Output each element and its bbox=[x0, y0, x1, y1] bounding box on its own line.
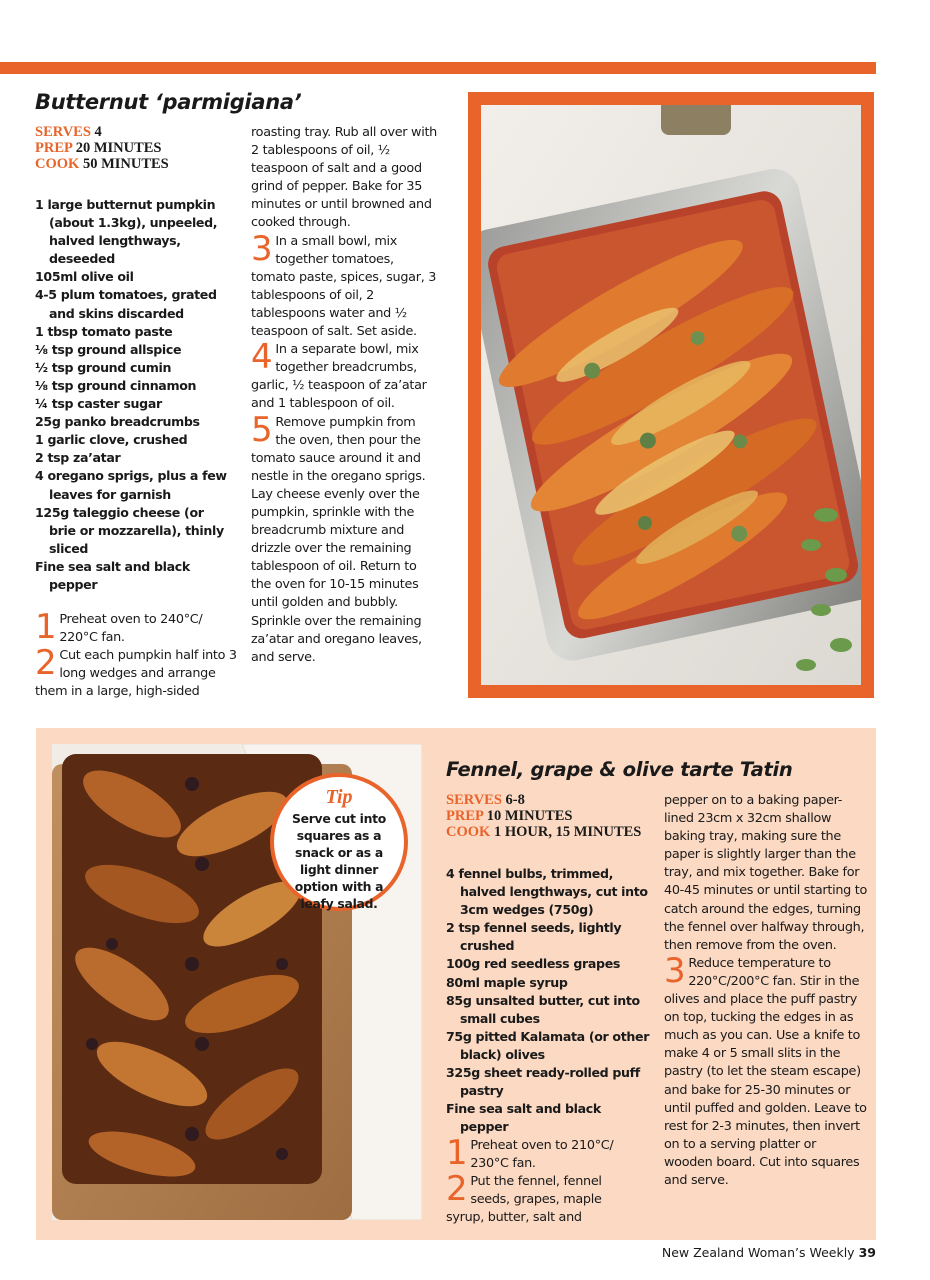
cook-value: 50 MINUTES bbox=[82, 156, 169, 172]
butternut-photo-frame bbox=[468, 92, 874, 698]
step-text: Reduce temperature to 220°C/200°C fan. Stir in the olives and place the puff pastry on top, tucking the edges in as much as you can. Use a knife to make 4 or 5 small slits in the pastry (to let the steam escape) and bake for 25-30 minutes or until puffed and golden. Leave to rest for 2-3 minutes, then invert on to a serving platter or wooden board. Cut into squares and serve. bbox=[664, 955, 867, 1188]
tip-title: Tip bbox=[325, 786, 353, 808]
ingredient-item: 125g taleggio cheese (or brie or mozzarella), thinly sliced bbox=[35, 504, 224, 556]
ingredient-item: 100g red seedless grapes bbox=[446, 956, 621, 972]
method-step bbox=[664, 950, 868, 1190]
ingredient-item: 25g panko breadcrumbs bbox=[35, 414, 200, 430]
ingredient-item: 1 tbsp tomato paste bbox=[35, 323, 173, 339]
serves-value: 4 bbox=[94, 124, 102, 140]
butternut-photo-illustration bbox=[481, 105, 861, 685]
step-number: 2 bbox=[446, 1169, 468, 1210]
ingredient-item: 75g pitted Kalamata (or other black) olives bbox=[446, 1028, 650, 1062]
step-text: Preheat oven to 210°C/ 230°C fan. bbox=[470, 1138, 614, 1172]
step-text: In a small bowl, mix together tomatoes, tomato paste, spices, sugar, 3 tablespoons of oil, 2 tablespoons water and ½ teaspoon of salt. Set aside. bbox=[251, 233, 437, 340]
top-accent-bar bbox=[0, 62, 876, 74]
serves-label: SERVES bbox=[35, 124, 91, 140]
step-text: In a separate bowl, mix together breadcrumbs, garlic, ½ teaspoon of za’atar and 1 tablespoon of oil. bbox=[251, 342, 427, 412]
cook-label: COOK bbox=[35, 156, 80, 172]
prep-value: 20 MINUTES bbox=[75, 140, 162, 156]
prep-label: PREP bbox=[446, 808, 484, 824]
serves-label: SERVES bbox=[446, 792, 502, 808]
recipe1-method-col1 bbox=[35, 607, 238, 701]
recipe2-method-col1 bbox=[446, 1133, 636, 1227]
step-number: 3 bbox=[664, 950, 686, 991]
ingredient-item: 2 tsp fennel seeds, lightly crushed bbox=[446, 920, 622, 954]
butternut-photo bbox=[481, 105, 861, 685]
step-number: 5 bbox=[251, 409, 273, 450]
recipe2-meta bbox=[446, 792, 641, 840]
method-step-continued bbox=[664, 792, 868, 955]
cook-value: 1 HOUR, 15 MINUTES bbox=[493, 824, 642, 840]
ingredient-item: 80ml maple syrup bbox=[446, 974, 568, 990]
ingredient-item: ⅛ tsp ground cinnamon bbox=[35, 377, 197, 393]
step-number: 1 bbox=[446, 1133, 468, 1173]
recipe1-meta bbox=[35, 124, 169, 172]
step-number: 2 bbox=[35, 643, 57, 684]
step-number: 4 bbox=[251, 337, 273, 378]
ingredient-item: 4 fennel bulbs, trimmed, halved lengthways, cut into 3cm wedges (750g) bbox=[446, 866, 648, 918]
recipe2-ingredients bbox=[446, 865, 651, 1136]
method-step bbox=[446, 1169, 636, 1227]
page-footer bbox=[662, 1245, 876, 1260]
recipe2-title: Fennel, grape & olive tarte Tatin bbox=[446, 758, 793, 781]
recipe2-method-col2 bbox=[664, 792, 868, 1190]
ingredient-item: 105ml olive oil bbox=[35, 269, 134, 285]
ingredient-item: 4-5 plum tomatoes, grated and skins discarded bbox=[35, 287, 217, 321]
ingredient-item: Fine sea salt and black pepper bbox=[446, 1101, 601, 1135]
prep-label: PREP bbox=[35, 140, 73, 156]
method-step bbox=[446, 1133, 636, 1173]
recipe1-title: Butternut ‘parmigiana’ bbox=[35, 90, 302, 114]
ingredient-item: ¼ tsp caster sugar bbox=[35, 396, 162, 412]
page-number: 39 bbox=[858, 1245, 876, 1260]
recipe1-method-col2 bbox=[251, 124, 439, 667]
step-text: Remove pumpkin from the oven, then pour the tomato sauce around it and nestle in the oregano sprigs. Lay cheese evenly over the pumpkin, sprinkle with the breadcrumb mixture and drizzle over the remaining tablespoon of oil. Return to the oven for 10-15 minutes until golden and bubbly. Sprinkle over the remaining za’atar and oregano leaves, and serve. bbox=[251, 414, 426, 665]
recipe1-ingredients bbox=[35, 196, 231, 594]
method-step bbox=[35, 643, 238, 701]
ingredient-item: 2 tsp za’atar bbox=[35, 450, 121, 466]
step-text: Put the fennel, fennel seeds, grapes, maple syrup, butter, salt and bbox=[446, 1174, 602, 1226]
method-step-continued bbox=[251, 124, 439, 233]
method-step bbox=[251, 337, 439, 413]
ingredient-item: 325g sheet ready-rolled puff pastry bbox=[446, 1065, 640, 1099]
ingredient-item: 85g unsalted butter, cut into small cubes bbox=[446, 992, 640, 1026]
ingredient-item: 4 oregano sprigs, plus a few leaves for garnish bbox=[35, 468, 227, 502]
cook-label: COOK bbox=[446, 824, 491, 840]
step-text: pepper on to a baking paper-lined 23cm x 32cm shallow baking tray, making sure the paper is slightly larger than the tray, and mix together. Bake for 40-45 minutes or until starting to catch around the edges, turning the fennel over halfway through, then remove from the oven. bbox=[664, 793, 868, 953]
ingredient-item: ½ tsp ground cumin bbox=[35, 359, 172, 375]
ingredient-item: 1 large butternut pumpkin (about 1.3kg), unpeeled, halved lengthways, deseeded bbox=[35, 197, 218, 267]
step-number: 3 bbox=[251, 228, 273, 269]
tip-text: Serve cut into squares as a snack or as a light dinner option with a leafy salad. bbox=[292, 811, 386, 911]
ingredient-item: ⅛ tsp ground allspice bbox=[35, 341, 182, 357]
step-text: Cut each pumpkin half into 3 long wedges and arrange them in a large, high-sided bbox=[35, 648, 237, 700]
ingredient-item: 1 garlic clove, crushed bbox=[35, 432, 188, 448]
prep-value: 10 MINUTES bbox=[486, 808, 573, 824]
step-text: roasting tray. Rub all over with 2 tablespoons of oil, ½ teaspoon of salt and a good grind of pepper. Bake for 35 minutes or until browned and cooked through. bbox=[251, 125, 437, 231]
step-number: 1 bbox=[35, 607, 57, 647]
method-step bbox=[251, 228, 439, 342]
step-text: Preheat oven to 240°C/ 220°C fan. bbox=[59, 612, 203, 646]
method-step bbox=[35, 607, 238, 647]
tip-badge bbox=[270, 773, 408, 911]
serves-value: 6-8 bbox=[505, 792, 525, 808]
method-step bbox=[251, 409, 439, 667]
ingredient-item: Fine sea salt and black pepper bbox=[35, 558, 190, 592]
publication-name: New Zealand Woman’s Weekly bbox=[661, 1245, 855, 1260]
